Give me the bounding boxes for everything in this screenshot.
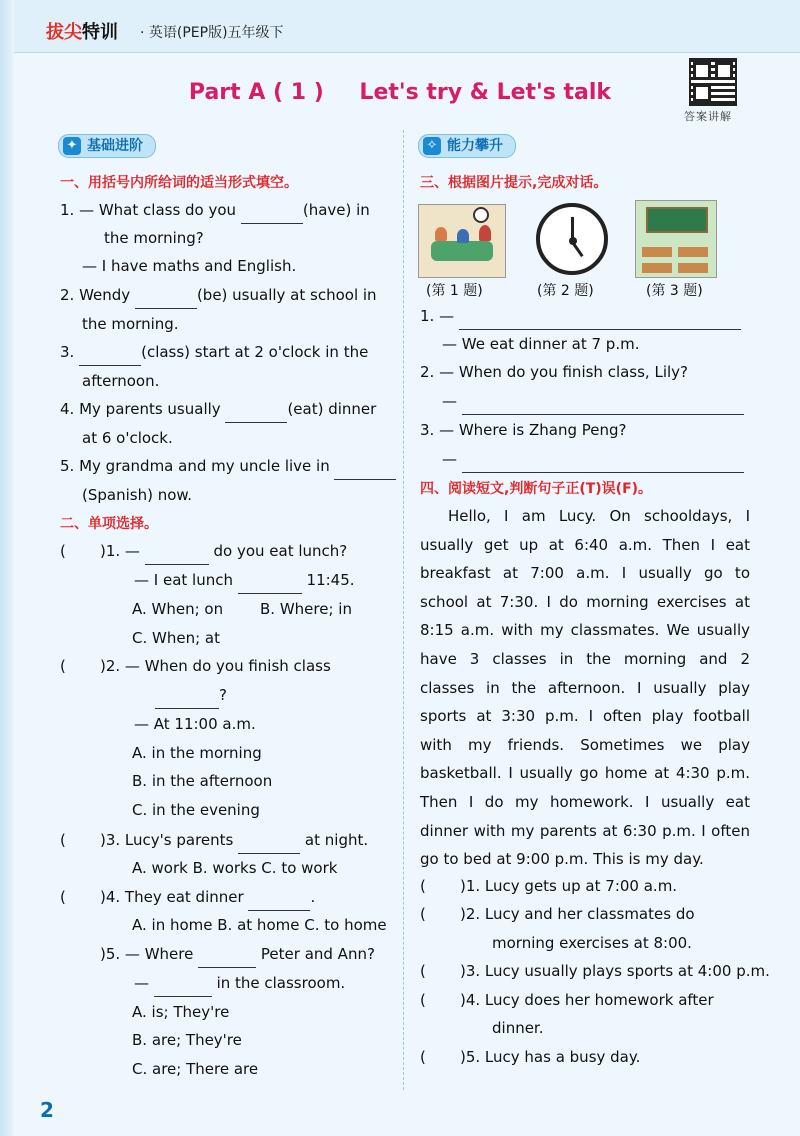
- mc-q2-option-a[interactable]: A. in the morning: [132, 744, 262, 762]
- mc-q1-option-c[interactable]: C. When; at: [132, 629, 220, 647]
- fill-q5: 5. My grandma and my uncle live in: [60, 452, 396, 480]
- classroom-picture: [635, 200, 717, 278]
- dialog-q3-answer: —: [442, 445, 744, 473]
- page-edge: [0, 0, 14, 1136]
- dialog-q2: 2. — When do you finish class, Lily?: [420, 363, 689, 381]
- blank[interactable]: [198, 949, 256, 968]
- column-divider: [403, 130, 404, 1090]
- mc-q5-option-c[interactable]: C. are; There are: [132, 1060, 259, 1078]
- mc-q5: )5. — Where Peter and Ann?: [100, 940, 375, 968]
- blank[interactable]: [79, 347, 141, 366]
- section-4-heading: 四、阅读短文,判断句子正(T)误(F)。: [420, 481, 653, 497]
- section-3-heading: 三、根据图片提示,完成对话。: [420, 175, 608, 191]
- mc-q5-option-a[interactable]: A. is; They're: [132, 1003, 230, 1021]
- tf-q3: )3. Lucy usually plays sports at 4:00 p.m.: [460, 962, 770, 980]
- tf-q1-paren[interactable]: (: [420, 877, 426, 895]
- page-number: 2: [40, 1098, 54, 1122]
- mc-q2-option-b[interactable]: B. in the afternoon: [132, 772, 273, 790]
- mc-q2-option-c[interactable]: C. in the evening: [132, 801, 260, 819]
- mc-q5-option-b[interactable]: B. are; They're: [132, 1031, 242, 1049]
- tf-q5-paren[interactable]: (: [420, 1048, 426, 1066]
- fill-q1: 1. — What class do you (have) in: [60, 196, 370, 224]
- clock-picture: [536, 203, 608, 275]
- blank[interactable]: [238, 575, 302, 594]
- section-1-heading: 一、用括号内所给词的适当形式填空。: [60, 175, 298, 191]
- fill-q3-line2: afternoon.: [82, 372, 160, 390]
- tf-q2-line2: morning exercises at 8:00.: [492, 934, 692, 952]
- tf-q5: )5. Lucy has a busy day.: [460, 1048, 641, 1066]
- mc-q1-option-a[interactable]: A. When; on: [132, 600, 224, 618]
- tf-q4: )4. Lucy does her homework after: [460, 991, 714, 1009]
- fill-q2-line2: the morning.: [82, 315, 179, 333]
- mc-q2: )2. — When do you finish class: [100, 657, 331, 675]
- dialog-q1: 1. —: [420, 302, 741, 330]
- blank[interactable]: [459, 311, 741, 330]
- fill-q1-answer: — I have maths and English.: [82, 257, 297, 275]
- mc-q2-paren[interactable]: (: [60, 657, 66, 675]
- fill-q4: 4. My parents usually (eat) dinner: [60, 395, 376, 423]
- blank[interactable]: [462, 396, 744, 415]
- subject-label: · 英语(PEP版)五年级下: [140, 25, 284, 41]
- fill-q3: 3. (class) start at 2 o'clock in the: [60, 338, 368, 366]
- mc-q3-options[interactable]: A. work B. works C. to work: [132, 859, 338, 877]
- tf-q4-paren[interactable]: (: [420, 991, 426, 1009]
- dialog-q1-answer: — We eat dinner at 7 p.m.: [442, 335, 640, 353]
- mc-q4: )4. They eat dinner .: [100, 883, 315, 911]
- mc-q2-answer: — At 11:00 a.m.: [134, 715, 256, 733]
- tf-q1: )1. Lucy gets up at 7:00 a.m.: [460, 877, 678, 895]
- caption-q3: (第 3 题): [646, 283, 703, 299]
- section-badge-basic: ✦ 基础进阶: [58, 134, 156, 158]
- blank[interactable]: [155, 690, 219, 709]
- mc-q1: )1. — do you eat lunch?: [100, 537, 347, 565]
- caption-q2: (第 2 题): [537, 283, 594, 299]
- blank[interactable]: [248, 892, 310, 911]
- mc-q3-paren[interactable]: (: [60, 831, 66, 849]
- blank[interactable]: [241, 205, 303, 224]
- mc-q2-line2: ?: [155, 681, 227, 709]
- tf-q2: )2. Lucy and her classmates do: [460, 905, 695, 923]
- qr-label: 答案讲解: [684, 110, 732, 123]
- mc-q3: )3. Lucy's parents at night.: [100, 826, 368, 854]
- section-badge-advanced: ✧ 能力攀升: [418, 134, 516, 158]
- part-label: Part A ( 1 ): [188, 80, 324, 105]
- fill-q5-line2: (Spanish) now.: [82, 486, 193, 504]
- fill-q1-line2: the morning?: [104, 229, 204, 247]
- mc-q1-paren[interactable]: (: [60, 542, 66, 560]
- fill-q4-line2: at 6 o'clock.: [82, 429, 173, 447]
- climber-icon: ✧: [423, 137, 441, 155]
- qr-code-icon[interactable]: [689, 58, 737, 106]
- brand-logo: 拔尖特训: [46, 22, 118, 43]
- caption-q1: (第 1 题): [426, 283, 483, 299]
- topic-label: Let's try & Let's talk: [359, 80, 612, 105]
- dialog-q2-answer: —: [442, 387, 744, 415]
- blank[interactable]: [225, 404, 287, 423]
- reading-passage: Hello, I am Lucy. On schooldays, I usually get up at 6:40 a.m. Then I eat breakfast at 7:00 a.m. I usually go to school at 7:30. I do morning exercises at 8:15 a.m. with my classmates. We usually have 3 classes in the morning and 2 classes in the afternoon. I usually play sports at 3:30 p.m. I often play football with my friends. Sometimes we play basketball. I usually go home at 4:30 p.m. Then I do my homework. I usually eat dinner with my parents at 6:30 p.m. I often go to bed at 9:00 p.m. This is my day.: [420, 507, 750, 869]
- blank[interactable]: [238, 835, 300, 854]
- mc-q4-paren[interactable]: (: [60, 888, 66, 906]
- runner-icon: ✦: [63, 137, 81, 155]
- blank[interactable]: [334, 461, 396, 480]
- mc-q5-line2: — in the classroom.: [134, 969, 345, 997]
- blank[interactable]: [462, 454, 744, 473]
- tf-q4-line2: dinner.: [492, 1019, 544, 1037]
- mc-q1-option-b[interactable]: B. Where; in: [260, 600, 352, 618]
- tf-q3-paren[interactable]: (: [420, 962, 426, 980]
- section-2-heading: 二、单项选择。: [60, 516, 158, 532]
- tf-q2-paren[interactable]: (: [420, 905, 426, 923]
- header-bar: [0, 0, 800, 53]
- dialog-q3: 3. — Where is Zhang Peng?: [420, 421, 627, 439]
- fill-q2: 2. Wendy (be) usually at school in: [60, 281, 377, 309]
- page-title: [0, 80, 800, 105]
- blank[interactable]: [145, 546, 209, 565]
- mc-q1-line2: — I eat lunch 11:45.: [134, 566, 355, 594]
- blank[interactable]: [135, 290, 197, 309]
- family-dinner-picture: [418, 204, 506, 278]
- mc-q4-options[interactable]: A. in home B. at home C. to home: [132, 916, 387, 934]
- blank[interactable]: [154, 978, 212, 997]
